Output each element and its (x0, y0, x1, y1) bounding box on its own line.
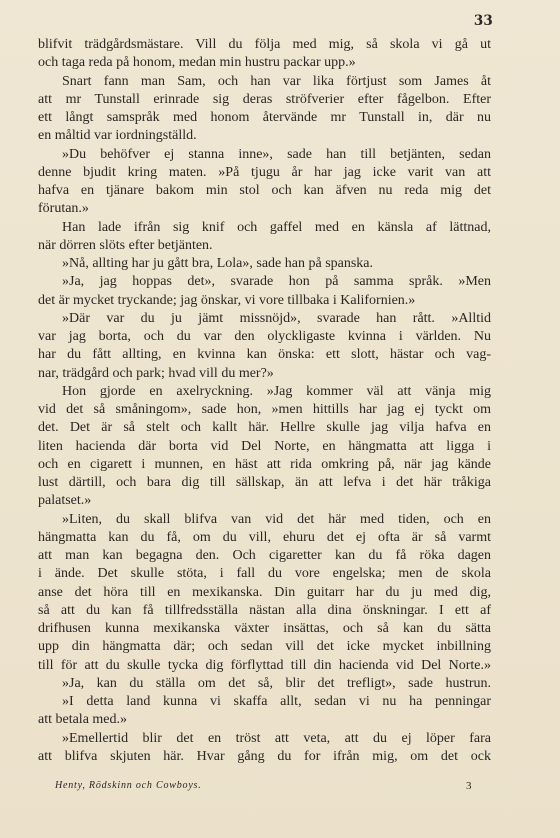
text-line: en måltid var iordningställd. (38, 128, 197, 144)
text-line: att betala med.» (38, 712, 128, 728)
text-line: att man kan begagna den. Och cigaretter kan du få röka dagen (38, 548, 491, 563)
text-line: »Liten, du skall blifva van vid det här med tiden, och en (62, 511, 491, 527)
text-line: så att du kan få tillfredsställa nästan alla dina önskningar. I ett af (38, 602, 491, 618)
text-line: var jag borta, och du var den olyckligaste kvinna i världen. Nu (38, 329, 491, 344)
signature-mark: 3 (466, 780, 472, 792)
text-line: »Du behöfver ej stanna inne», sade han till betjänten, sedan (62, 146, 491, 162)
text-line: anse det höra till en mexikanska. Din guitarr har du ju med dig, (38, 584, 491, 600)
text-line: nar, trädgård och park; hvad vill du mer?» (38, 365, 274, 381)
text-line: förutan.» (38, 201, 89, 217)
text-line: lust därtill, och bara dig till sällskap, än att lefva i det här tråkiga (38, 475, 491, 490)
text-line: palatset.» (38, 493, 92, 509)
text-line: liten hacienda där borta vid Del Norte, en hängmatta att ligga i (38, 438, 491, 454)
text-line: i ände. Det skulle stöta, i fall du vore engelska; men de skola (38, 566, 491, 582)
text-line: »Ja, kan du ställa om det så, blir det trefligt», sade hustrun. (62, 675, 491, 691)
text-line: och taga reda på honom, medan min hustru packar upp.» (38, 55, 356, 71)
text-line: »Där var du ju jämt missnöjd», svarade han rått. »Alltid (62, 310, 491, 326)
text-line: till för att du skulle tycka dig förflyttad till din hacienda vid Del Norte.» (38, 657, 491, 673)
text-line: ett långt samspråk med honom återvände mr Tunstall in, där nu (38, 110, 491, 125)
text-line: »Emellertid blir det en tröst att veta, att du ej löper fara (62, 730, 491, 746)
text-line: det är mycket tryckande; jag önskar, vi vore tillbaka i Kalifornien.» (38, 292, 416, 308)
text-line: vid det så småningom», sade hon, »men hittills har jag ej tyckt om (38, 402, 491, 417)
text-line: Snart fann man Sam, och han var lika förtjust som James åt (62, 73, 491, 89)
page-number: 33 (473, 13, 493, 29)
text-line: hafva en tjänare bakom min stol och kan äfven nu reda mig det (38, 183, 491, 198)
text-line: att blifva skjuten här. Hvar gång du for ifrån mig, om det ock (38, 748, 491, 764)
text-line: blifvit trädgårdsmästare. Vill du följa med mig, så skola vi gå ut (38, 37, 491, 52)
text-line: upp din hängmatta där; och sedan vill det icke mycket inbillning (38, 639, 491, 655)
text-line: denne bjudit kring maten. »På tjugu år har jag icke varit van att (38, 164, 491, 180)
text-line: drifhusen kunna mexikanska växter insättas, och så kan du sätta (38, 621, 491, 636)
footer-title: Henty, Rödskinn och Cowboys. (55, 780, 202, 791)
body-text (38, 36, 491, 766)
text-line: »I detta land kunna vi skaffa allt, sedan vi nu ha penningar (62, 694, 491, 709)
text-line: och en cigarett i munnen, en häst att rida omkring på, när jag kände (38, 456, 491, 472)
text-line: att mr Tunstall erinrade sig deras ströfverier efter fågelbon. Efter (38, 91, 491, 107)
text-line: »Ja, jag hoppas det», svarade hon på samma språk. »Men (62, 274, 491, 290)
text-line: hängmatta kan du få, om du vill, ehuru det ej ofta är så varmt (38, 529, 491, 545)
text-line: har du fått allting, en kvinna kan önska: ett slott, hästar och vag- (38, 347, 491, 363)
text-line: när dörren slöts efter betjänten. (38, 237, 213, 253)
text-line: det. Det är så stelt och kallt här. Hellre skulle jag vilja hafva en (38, 420, 491, 436)
text-line: Hon gjorde en axelryckning. »Jag kommer väl att vänja mig (62, 383, 491, 399)
text-line: »Nå, allting har ju gått bra, Lola», sade han på spanska. (62, 256, 374, 271)
text-line: Han lade ifrån sig knif och gaffel med en känsla af lättnad, (62, 219, 491, 235)
